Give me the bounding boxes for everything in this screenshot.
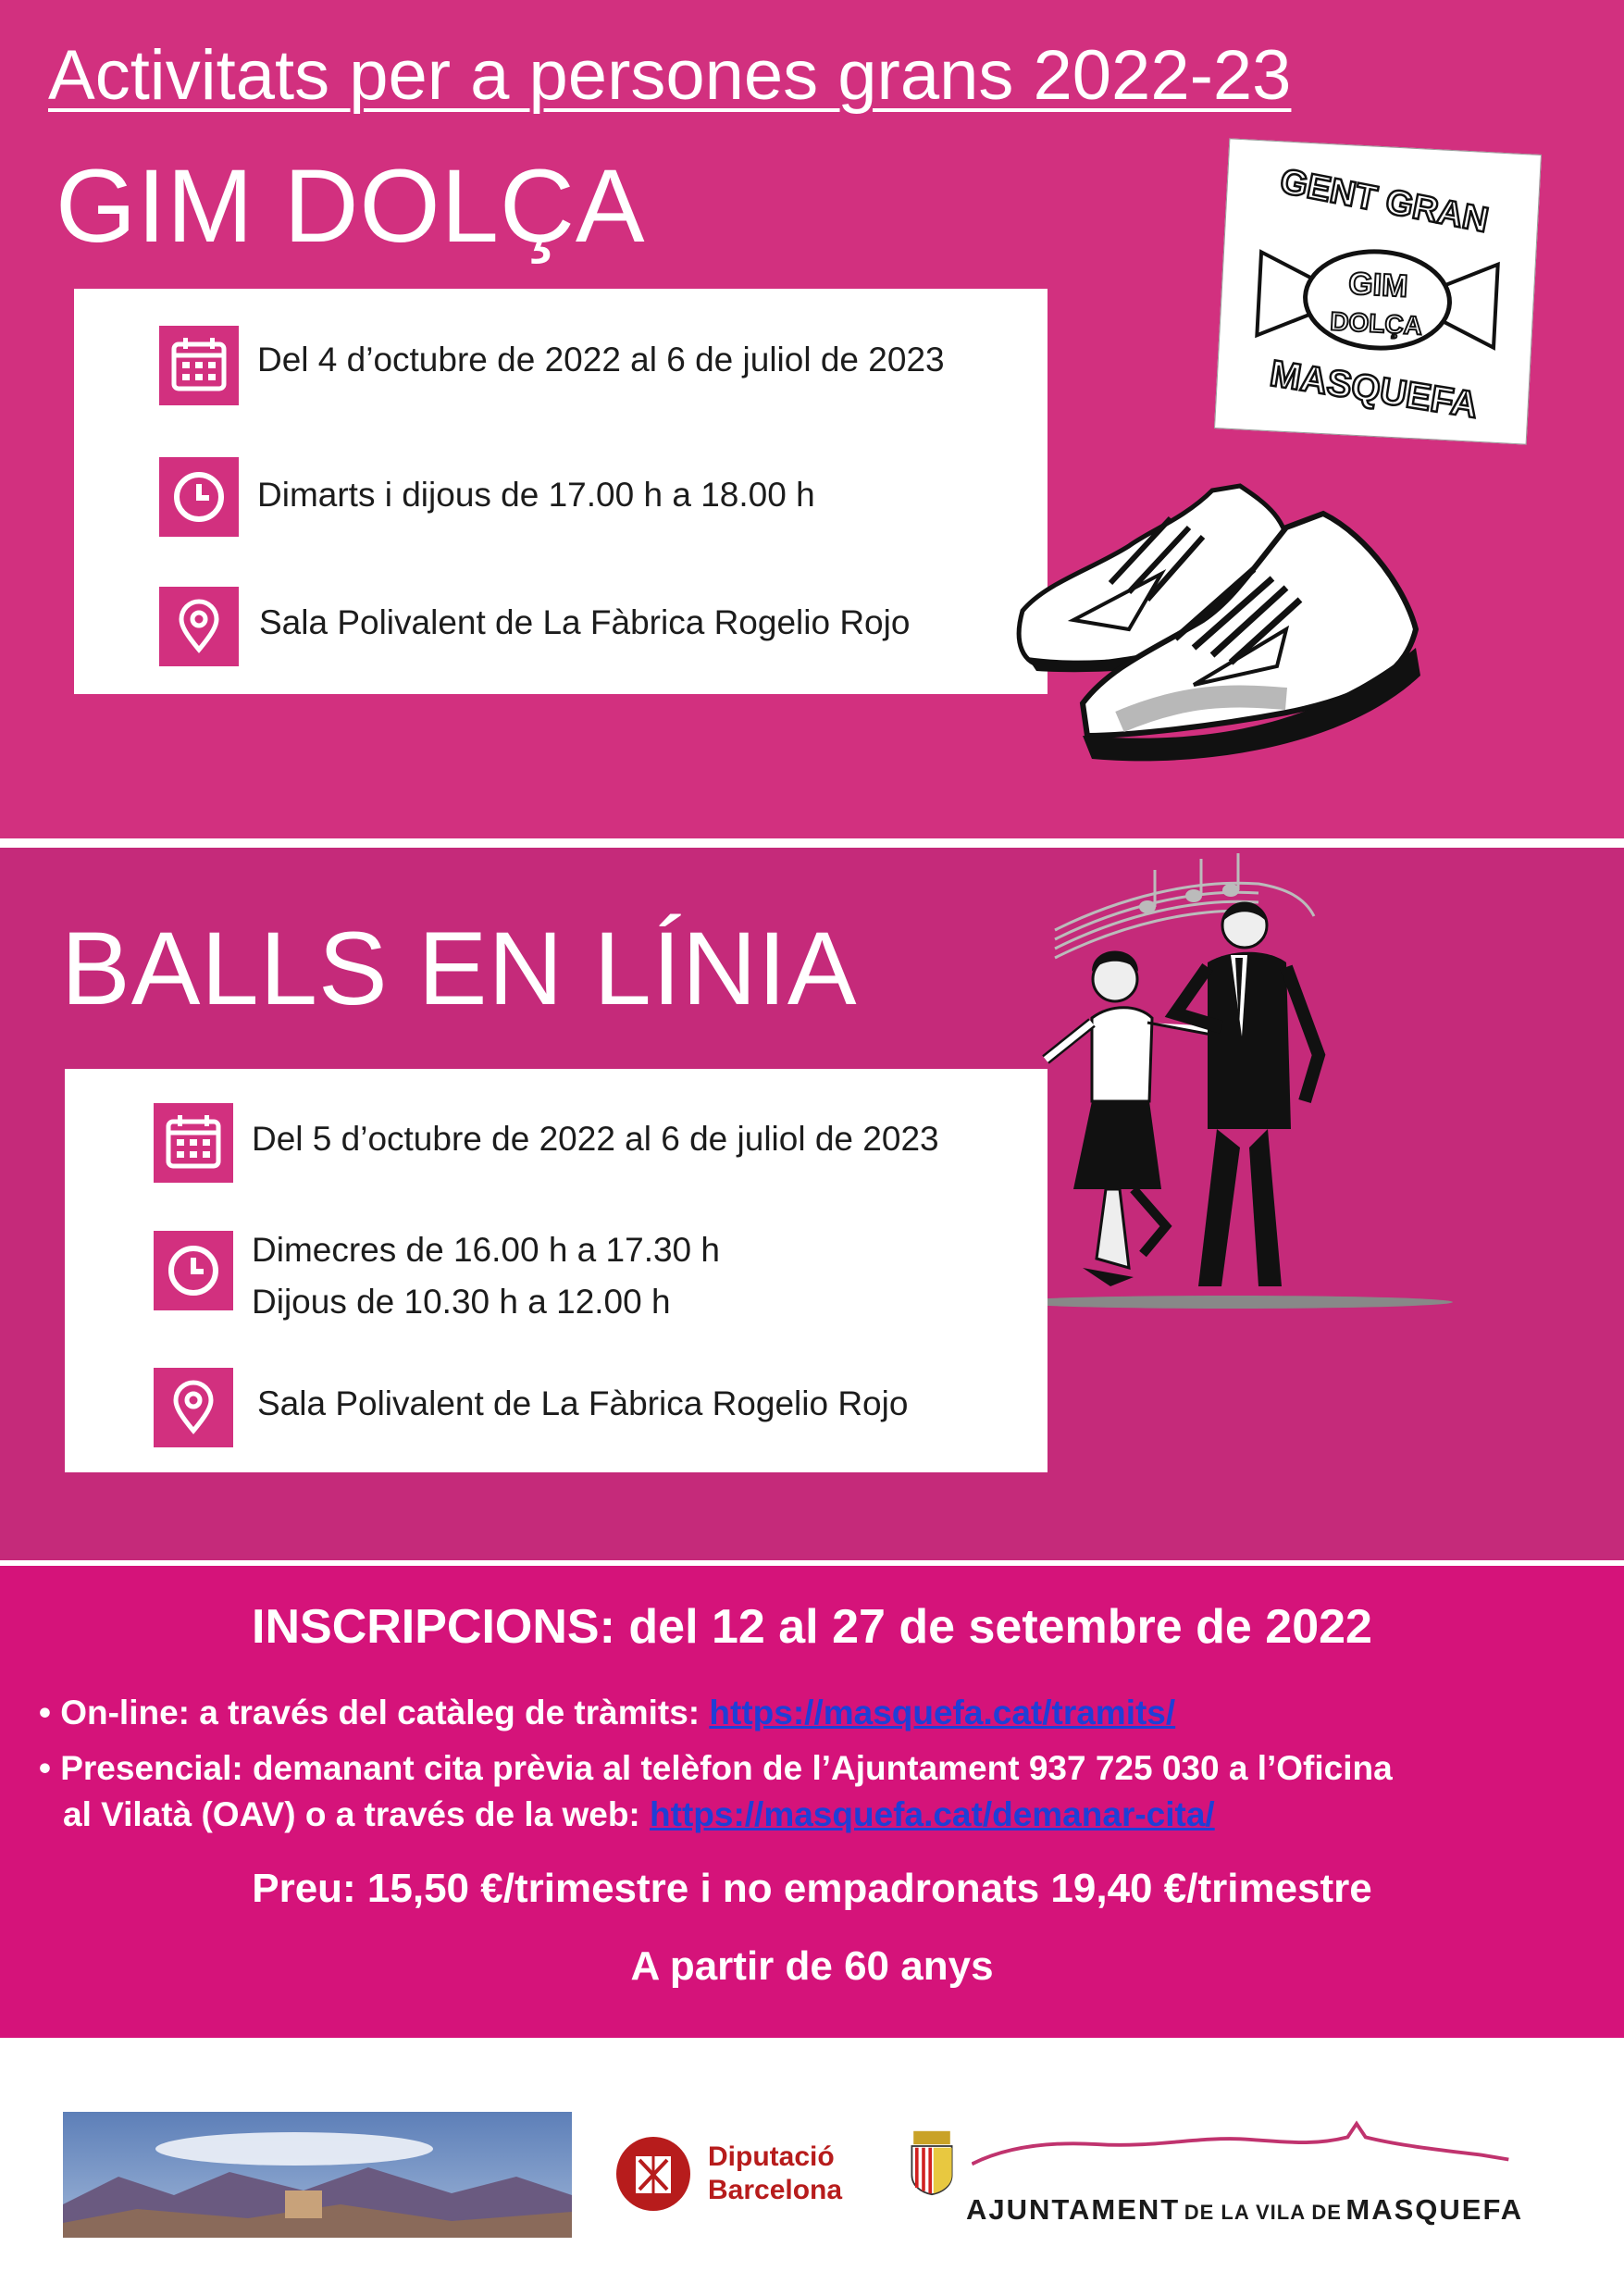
logo-text-dolca: DOLÇA	[1329, 306, 1423, 341]
inscripcions-heading: INSCRIPCIONS: del 12 al 27 de setembre de 2022	[252, 1600, 1372, 1654]
diputacio-text-line1: Diputació	[708, 2141, 835, 2172]
masquefa-coat-of-arms-icon	[907, 2128, 957, 2197]
sneakers-illustration	[1009, 481, 1434, 777]
gim-dolca-logo	[1214, 138, 1542, 444]
location-pin-icon	[154, 1368, 233, 1447]
gim-date: Del 4 d’octubre de 2022 al 6 de juliol de 2023	[257, 341, 945, 379]
diputacio-barcelona-logo	[615, 2136, 874, 2212]
clock-icon	[159, 457, 239, 537]
age-line: A partir de 60 anys	[630, 1943, 994, 1989]
location-pin-icon	[159, 587, 239, 666]
gim-dolca-title: GIM DOLÇA	[56, 148, 646, 264]
clock-icon	[154, 1231, 233, 1310]
logo-text-masquefa: MASQUEFA	[1267, 353, 1481, 427]
price-line: Preu: 15,50 €/trimestre i no empadronats 19,40 €/trimestre	[252, 1866, 1372, 1911]
gent-gran-association-logo	[63, 2112, 572, 2238]
ajuntament-masquefa-logo	[907, 2119, 1536, 2240]
logo-text-gent-gran: GENT GRAN	[1276, 161, 1492, 241]
gim-place: Sala Polivalent de La Fàbrica Rogelio Rojo	[259, 603, 911, 641]
balls-time-line2: Dijous de 10.30 h a 12.00 h	[252, 1283, 671, 1321]
ajuntament-prefix: AJUNTAMENT	[966, 2193, 1181, 2226]
ajuntament-name: MASQUEFA	[1345, 2193, 1524, 2226]
tramits-link[interactable]: https://masquefa.cat/tramits/	[709, 1694, 1176, 1731]
ajuntament-middle: DE LA VILA DE	[1184, 2201, 1342, 2224]
balls-time-line1: Dimecres de 16.00 h a 17.30 h	[252, 1231, 720, 1269]
calendar-icon	[159, 326, 239, 405]
diputacio-text-line2: Barcelona	[708, 2175, 843, 2205]
online-text: • On-line: a través del catàleg de tràmits:	[39, 1694, 710, 1731]
masquefa-skyline-icon	[972, 2119, 1527, 2173]
balls-place: Sala Polivalent de La Fàbrica Rogelio Rojo	[257, 1384, 909, 1422]
presencial-text: al Vilatà (OAV) o a través de la web:	[63, 1795, 651, 1833]
page-title: Activitats per a persones grans 2022-23	[48, 36, 1292, 115]
demanar-cita-link[interactable]: https://masquefa.cat/demanar-cita/	[650, 1795, 1215, 1833]
gim-time: Dimarts i dijous de 17.00 h a 18.00 h	[257, 476, 815, 514]
balls-en-linia-title: BALLS EN LÍNIA	[61, 911, 858, 1026]
logo-text-gim: GIM	[1347, 266, 1409, 304]
online-bullet	[39, 1694, 1175, 1732]
calendar-icon	[154, 1103, 233, 1183]
presencial-bullet-line2	[63, 1795, 1215, 1834]
presencial-bullet-line1: • Presencial: demanant cita prèvia al telèfon de l’Ajuntament 937 725 030 a l’Oficina	[39, 1749, 1393, 1787]
diputacio-emblem-icon	[615, 2136, 691, 2212]
ajuntament-text	[966, 2193, 1523, 2227]
balls-date: Del 5 d’octubre de 2022 al 6 de juliol de 2023	[252, 1120, 939, 1158]
